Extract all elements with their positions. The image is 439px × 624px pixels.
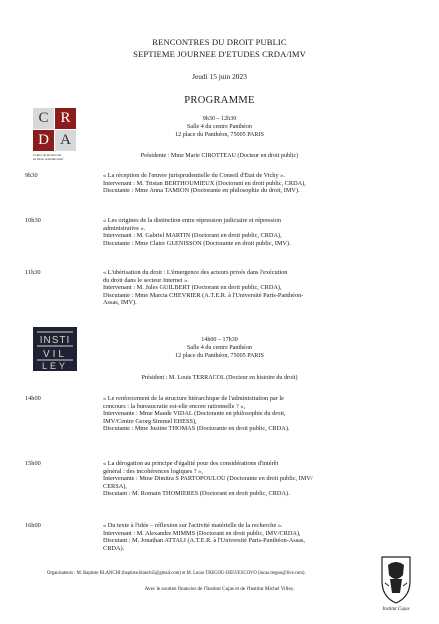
session-time: 14h00 [25,395,41,402]
morning-address: 12 place du Panthéon, 75005 PARIS [175,132,264,138]
afternoon-room: Salle 4 du centre Panthéon [187,345,252,351]
session-text: « La dérogation au principe d'égalité pour des considérations d'intérêt général : des incohérences logiques ? », Intervenante : Mme Dimitra S PARTOPOULOU (Doctorante en droit public, IMV/ CERSA), Discutant : M. Romain THOMIERES (Doctorant en droit public, CRDA). [103,460,313,498]
session-time: 15h00 [25,460,41,467]
session-text: « Le renforcement de la structure hiérarchique de l'administration par le concours : la bureaucratie est-elle encore rationnelle ? », Intervenante : Mme Maude VIDAL (Doctorante en philosophie du droit, IMV/Centre Georg Simmel EHESS), Discutante : Mme Justine THOMAS (Doctorante en droit public, CRDA). [103,395,290,433]
session-text: « Les origines de la distinction entre répression judiciaire et répression administrative ». Intervenant : M. Gabriel MARTIN (Doctorant en droit public, CRDA), Discutante : Mme Claire GLENISSON (Doctorante en droit public, IMV). [103,217,291,247]
institut-cujas-crest [376,553,416,611]
crda-letter-d: D [33,130,54,151]
funding-note: Avec le soutien financier de l'Institut Cujas et de l'Institut Michel Villey. [144,586,295,592]
session-time: 11h30 [25,269,41,276]
event-subtitle: SEPTIEME JOURNEE D'ETUDES CRDA/IMV [133,49,306,59]
crda-letter-c: C [33,108,54,129]
organisers-note: Organisateurs : M. Baptiste BLANCHI (baptiste.blanchi5@gmail.com) et M. Lucas TREGOU-DELVESCOVO (lucas.tregou@live.com). [47,571,306,576]
session-time: 16h00 [25,522,41,529]
session-time: 9h30 [25,172,38,179]
morning-chair: Présidente : Mme Marie CIROTTEAU (Docteur en droit public) [140,153,299,159]
crda-letter-r: R [55,108,76,129]
villey-row-3: LEY [41,361,69,371]
session-text: « L'ubérisation du droit : L'émergence des acteurs privés dans l'exécution du droit dans le secteur Internet ». Intervenant : M. Jules GUILBERT (Doctorant en droit public, CRDA), Discutante : Mme Marcia CHEVRIER (A.T.E.R. à l'Université Paris-Panthéon- Assas, IMV). [103,269,304,307]
morning-time-range: 9h30 – 12h30 [202,116,237,122]
afternoon-chair: Président : M. Louis TERRACOL (Docteur en histoire du droit) [141,375,298,381]
programme-heading: PROGRAMME [184,95,255,106]
event-date: Jeudi 15 juin 2023 [192,72,247,81]
villey-row-1: INSTI [39,335,71,346]
cujas-label: Institut Cujas [382,607,410,611]
morning-room: Salle 4 du centre Panthéon [187,124,252,130]
session-time: 10h30 [25,217,41,224]
crda-caption: Centre de Recherche en Droit Administratif [33,153,64,161]
session-text: « Du texte à l'idée – réflexion sur l'activité matérielle de la recherche ». Intervenant : M. Alexandre MIMMS (Doctorant en droit public, IMV/CRDA), Discutant : M. Jonathan ATTALI (A.T.E.R. à l'Université Paris-Panthéon-Assas, CRDA). [103,522,305,552]
afternoon-time-range: 14h00 – 17h30 [201,337,238,343]
session-text: « La réception de l'œuvre jurisprudentielle du Conseil d'État de Vichy ». Intervenant : M. Tristan BERTHOUMIEUX (Doctorant en droit public, CRDA), Discutante : Mme Anna TAMION (Doctorante en philosophie du droit, IMV). [103,172,306,195]
afternoon-address: 12 place du Panthéon, 75005 PARIS [175,353,264,359]
crda-letter-a: A [55,130,76,151]
villey-row-2: VIL [42,349,68,360]
event-title: RENCONTRES DU DROIT PUBLIC [152,37,287,47]
